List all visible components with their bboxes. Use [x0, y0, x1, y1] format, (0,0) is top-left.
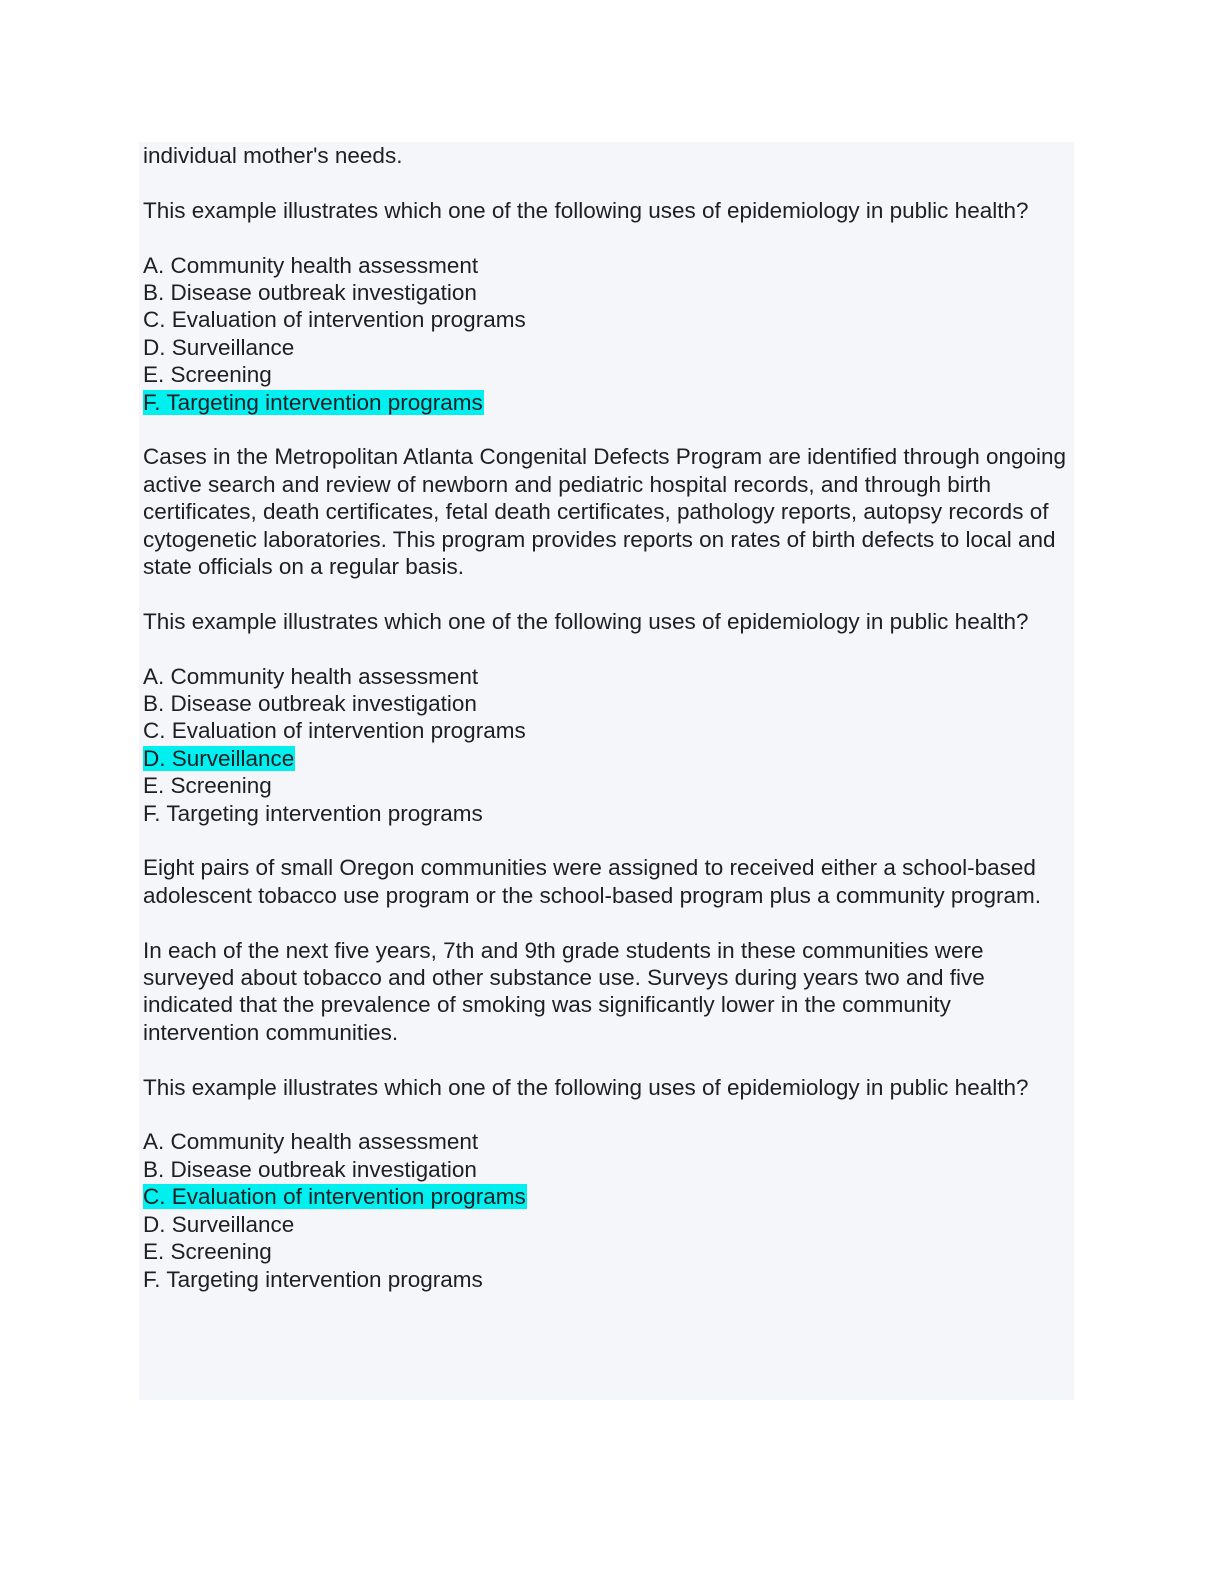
option-d: D. Surveillance	[143, 334, 295, 360]
paragraph: individual mother's needs.	[143, 143, 403, 168]
paragraph: Cases in the Metropolitan Atlanta Congenital Defects Program are identified through ongoing active search and review of newborn and pediatric hospital records, and through birth certificates, death certificates, fetal death certificates, pathology reports, autopsy records of cytogenetic laboratories. This program provides reports on rates of birth defects to local and state officials on a regular basis.	[143, 444, 1067, 580]
option-e: E. Screening	[143, 1239, 272, 1265]
option-e: E. Screening	[143, 773, 272, 799]
answer-highlight: C. Evaluation of intervention programs	[143, 1184, 526, 1210]
option-a: A. Community health assessment	[143, 1129, 479, 1155]
question-prompt: This example illustrates which one of the following uses of epidemiology in public health?	[143, 1074, 1029, 1100]
option-e: E. Screening	[143, 362, 272, 388]
question-prompt: This example illustrates which one of the following uses of epidemiology in public health?	[143, 197, 1029, 223]
question-block-2	[143, 443, 1068, 827]
question-block-3	[143, 854, 1068, 1292]
option-f: F. Targeting intervention programs	[143, 800, 483, 826]
answer-highlight: F. Targeting intervention programs	[143, 389, 483, 415]
paragraph: Eight pairs of small Oregon communities were assigned to received either a school-based adolescent tobacco use program or the school-based program plus a community program.	[143, 855, 1041, 908]
option-f: F. Targeting intervention programs	[143, 1266, 483, 1292]
option-b: B. Disease outbreak investigation	[143, 691, 477, 717]
answer-highlight: D. Surveillance	[143, 745, 295, 771]
option-d-highlighted-answer	[143, 745, 1068, 772]
option-b: B. Disease outbreak investigation	[143, 280, 477, 305]
option-b: B. Disease outbreak investigation	[143, 1156, 477, 1182]
document-content	[143, 142, 1068, 1293]
option-a: A. Community health assessment	[143, 252, 479, 278]
question-block-1	[143, 142, 1068, 416]
paragraph: In each of the next five years, 7th and 9th grade students in these communities were surveyed about tobacco and other substance use. Surveys during years two and five indicated that the prevalence of smoking was significantly lower in the community intervention communities.	[143, 937, 985, 1045]
option-c-highlighted-answer	[143, 1183, 1068, 1210]
option-f-highlighted-answer	[143, 389, 1068, 416]
option-c: C. Evaluation of intervention programs	[143, 718, 526, 744]
option-c: C. Evaluation of intervention programs	[143, 307, 526, 333]
option-a: A. Community health assessment	[143, 663, 479, 689]
question-prompt: This example illustrates which one of the following uses of epidemiology in public health?	[143, 608, 1029, 634]
option-d: D. Surveillance	[143, 1211, 295, 1237]
